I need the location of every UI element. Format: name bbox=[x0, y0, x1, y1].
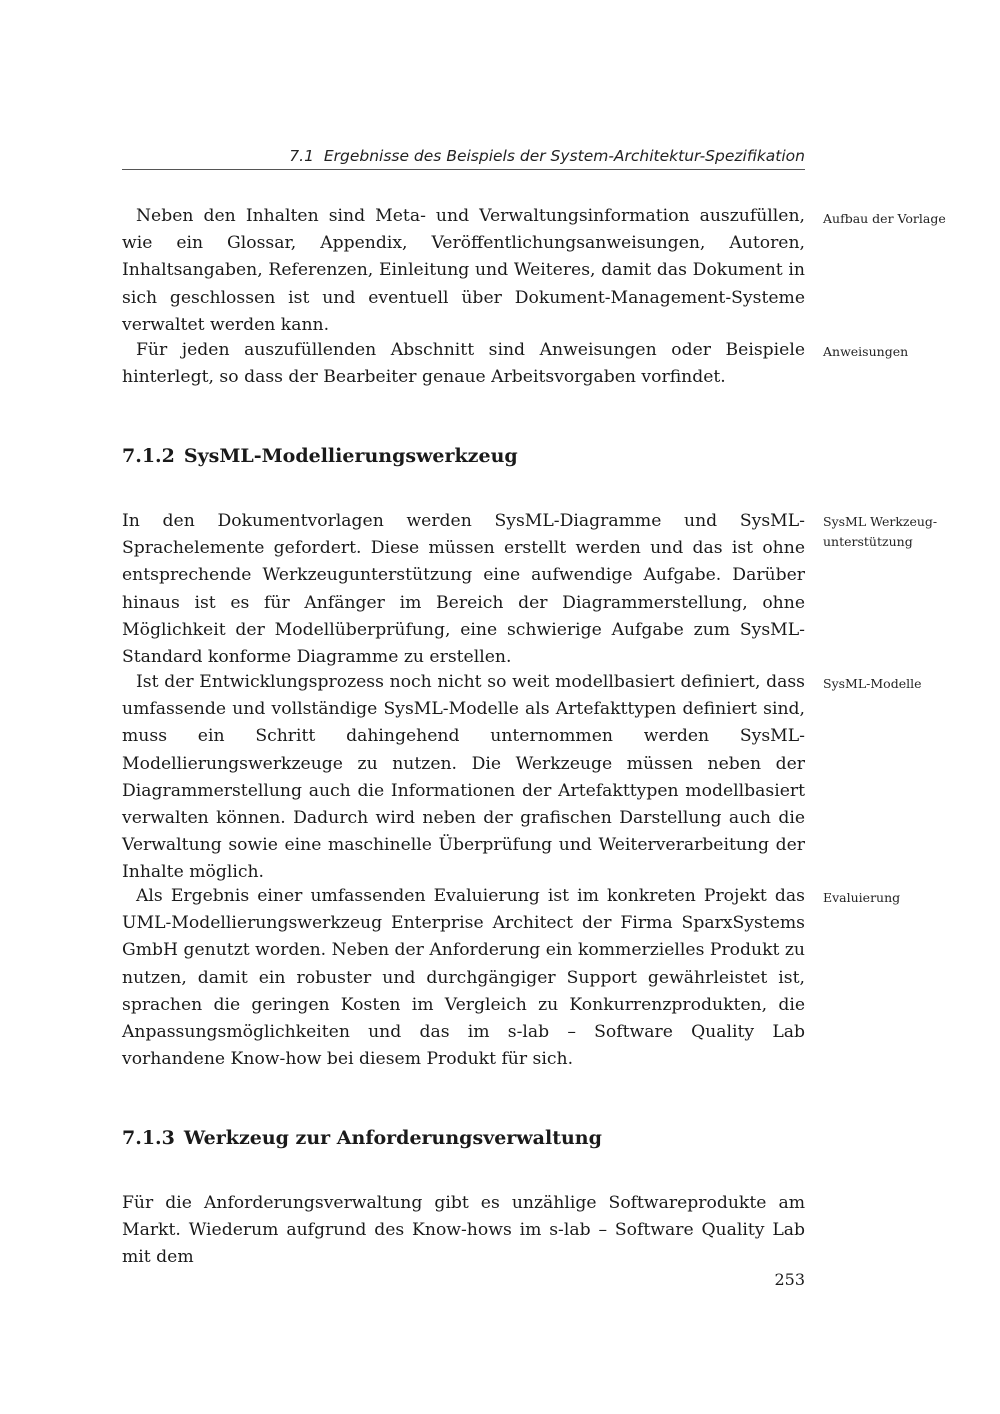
section-heading-7-1-3 bbox=[122, 1127, 602, 1149]
margin-note-evaluation: Evaluierung bbox=[823, 890, 901, 905]
margin-note-template-structure: Aufbau der Vorlage bbox=[823, 211, 946, 226]
page-number: 253 bbox=[774, 1270, 805, 1289]
running-header bbox=[122, 147, 805, 170]
section-number: 7.1.2 bbox=[122, 445, 175, 467]
paragraph-tool-support: In den Dokumentvorlagen werden SysML-Diagramme und SysML-Sprachelemente gefordert. Diese müssen erstellt werden und das ist ohne entsprechende Werkzeugunterstützung eine aufwendige Aufgabe. Darüber hinaus ist es für Anfänger im Bereich der Diagrammerstellung, ohne Möglichkeit der Modellüberprüfung, eine schwierige Aufgabe zum SysML-Standard konforme Diagramme zu erstellen. bbox=[122, 511, 805, 668]
paragraph-evaluation: Als Ergebnis einer umfassenden Evaluierung ist im konkreten Projekt das UML-Modellierungswerkzeug Enterprise Architect der Firma SparxSystems GmbH genutzt worden. Neben der Anforderung ein kommerzielles Produkt zu nutzen, damit ein robuster und durchgängiger Support gewährleistet ist, sprachen die geringen Kosten im Vergleich zu Konkurrenzprodukten, die Anpassungsmöglichkeiten und das im s-lab – Software Quality Lab vorhandene Know-how bei diesem Produkt für sich. bbox=[122, 886, 805, 1070]
section-title: Werkzeug zur Anforderungsverwaltung bbox=[183, 1127, 602, 1149]
margin-note-sysml-models: SysML-Modelle bbox=[823, 676, 922, 691]
paragraph-instructions: Für jeden auszufüllenden Abschnitt sind Anweisungen oder Beispiele hinterlegt, so dass der Bearbeiter genaue Arbeitsvorgaben vorfindet. bbox=[122, 340, 805, 388]
section-title: SysML-Modellierungswerkzeug bbox=[183, 445, 518, 467]
section-heading-7-1-2 bbox=[122, 445, 518, 467]
header-title: Ergebnisse des Beispiels der System-Architektur-Spezifikation bbox=[323, 147, 805, 165]
paragraph-template-structure: Neben den Inhalten sind Meta- und Verwaltungsinformation auszufüllen, wie ein Glossar, Appendix, Veröffentlichungsanweisungen, Autoren, Inhaltsangaben, Referenzen, Einleitung und Weiteres, damit das Dokument in sich geschlossen ist und eventuell über Dokument-Management-Systeme verwaltet werden kann. bbox=[122, 206, 805, 335]
header-section-number: 7.1 bbox=[289, 147, 314, 165]
margin-note-instructions: Anweisungen bbox=[823, 344, 909, 359]
paragraph-requirements-tool: Für die Anforderungsverwaltung gibt es unzählige Softwareprodukte am Markt. Wiederum aufgrund des Know-hows im s-lab – Software Quality Lab mit dem bbox=[122, 1193, 805, 1268]
section-number: 7.1.3 bbox=[122, 1127, 175, 1149]
margin-note-tool-support: SysML Werkzeug-unterstützung bbox=[823, 514, 938, 549]
paragraph-sysml-models: Ist der Entwicklungsprozess noch nicht so weit modellbasiert definiert, dass umfassende und vollständige SysML-Modelle als Artefakttypen definiert sind, muss ein Schritt dahingehend unternommen werden SysML-Modellierungswerkzeuge zu nutzen. Die Werkzeuge müssen neben der Diagrammerstellung auch die Informationen der Artefakttypen modellbasiert verwalten können. Dadurch wird neben der grafischen Darstellung auch die Verwaltung sowie eine maschinelle Überprüfung und Weiterverarbeitung der Inhalte möglich. bbox=[122, 672, 805, 883]
